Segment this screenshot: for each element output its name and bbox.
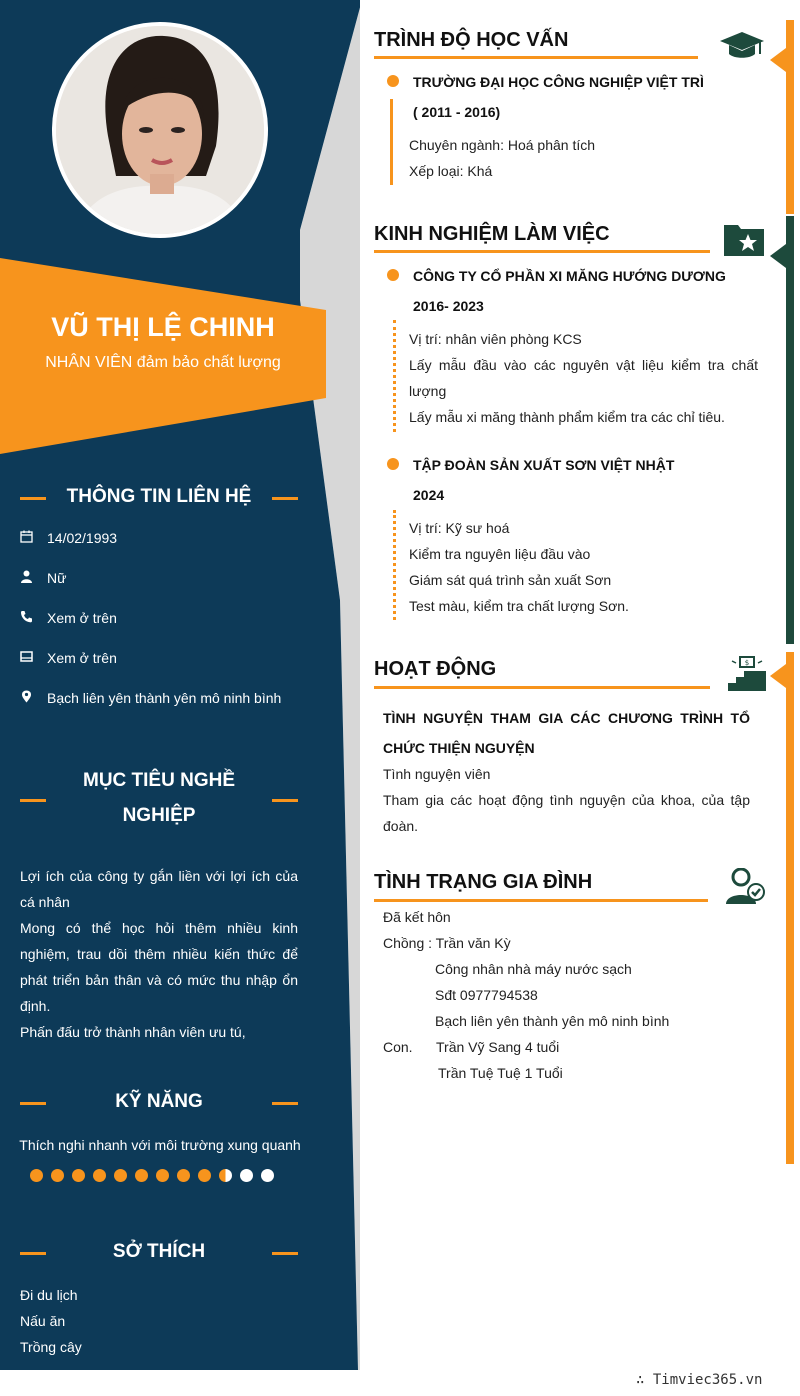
education-period: ( 2011 - 2016) [413,104,501,120]
objective-heading: MỤC TIÊU NGHỀ NGHIỆP [20,763,298,833]
timeline-dots [393,320,396,432]
skill-name: Thích nghi nhanh với môi trường xung quanh [19,1137,301,1153]
job-title: NHÂN VIÊN đảm bảo chất lượng [45,354,281,371]
contact-gender: Nữ [20,570,320,586]
job-period: 2016- 2023 [413,298,484,314]
contact-email: Xem ở trên [20,650,320,666]
heading-underline [374,250,710,253]
skill-rating [30,1169,274,1182]
candidate-name: VŨ THỊ LỆ CHINH [51,312,275,342]
contact-heading: THÔNG TIN LIÊN HỆ [20,479,298,514]
avatar-photo [56,26,264,234]
skill-dot [198,1169,211,1182]
education-heading: TRÌNH ĐỘ HỌC VẤN [374,29,569,51]
skill-dot [72,1169,85,1182]
hobby-item: Đi du lịch [20,1287,78,1303]
heading-underline [374,56,698,59]
experience-heading: KINH NGHIỆM LÀM VIỆC [374,223,610,245]
skill-dot [240,1169,253,1182]
child-item: Trần Vỹ Sang 4 tuổi [436,1039,560,1055]
accent-bar [786,652,794,1164]
activities-heading: HOẠT ĐỘNG [374,658,497,680]
child-item: Trần Tuệ Tuệ 1 Tuổi [438,1065,563,1081]
podium-icon [728,655,766,696]
skill-dot [219,1169,232,1182]
marital-status: Đã kết hôn [383,909,451,925]
job-details: Vị trí: Kỹ sư hoá Kiểm tra nguyên liệu đầu vào Giám sát quá trình sản xuất Sơn Test màu, kiểm tra chất lượng Sơn. [409,520,629,614]
contact-phone: Xem ở trên [20,610,320,626]
objective-text: Lợi ích của công ty gắn liền với lợi ích của cá nhân Mong có thể học hỏi thêm nhiều kinh nghiệm, trau dồi thêm nhiều kiến thức để phát triển bản thân và có mức thu nhập ổn định. Phấn đấu trở thành nhân viên ưu tú, [20,868,298,1040]
location-icon [20,690,47,706]
skill-dot [261,1169,274,1182]
contact-birthday: 14/02/1993 [20,530,320,546]
job-details: Vị trí: nhân viên phòng KCS Lấy mẫu đầu vào các nguyên vật liệu kiểm tra chất lượng Lấy mẫu xi măng thành phẩm kiểm tra các chỉ tiêu. [409,331,758,425]
husband-details: Công nhân nhà máy nước sạch Sđt 0977794538 Bạch liên yên thành yên mô ninh bình [435,961,670,1029]
svg-text:$: $ [744,659,750,667]
folder-star-icon [724,222,764,261]
skill-dot [93,1169,106,1182]
calendar-icon [20,530,47,546]
phone-icon [20,610,47,626]
hobbies-list [20,1282,298,1360]
hobby-item: Nấu ăn [20,1313,66,1329]
skill-dot [114,1169,127,1182]
avatar [52,22,268,238]
family-heading: TÌNH TRẠNG GIA ĐÌNH [374,871,593,893]
accent-bar [786,216,794,644]
heading-underline [374,686,710,689]
user-icon [20,570,47,586]
job-period: 2024 [413,487,445,503]
timeline-bullet [387,269,399,281]
activity-details: Tình nguyện viên Tham gia các hoạt động tình nguyện của khoa, của tập đoàn. [383,766,750,834]
husband-name: Chồng : Trần văn Kỳ [383,935,511,951]
footer-brand: ∴ Timviec365.vn [636,1372,763,1388]
hobbies-heading: SỞ THÍCH [20,1234,298,1269]
hobby-item: Trồng cây [20,1339,82,1355]
user-check-icon [726,868,766,909]
timeline-dots [393,510,396,620]
skills-heading: KỸ NĂNG [20,1084,298,1119]
skill-dot [156,1169,169,1182]
activity-title: TÌNH NGUYỆN THAM GIA CÁC CHƯƠNG TRÌNH TỔ CHỨC THIỆN NGUYỆN [383,710,750,756]
heading-underline [374,899,708,902]
skill-dot [135,1169,148,1182]
skill-dot [177,1169,190,1182]
skill-dot [51,1169,64,1182]
accent-arrow [770,48,786,72]
skill-dot [30,1169,43,1182]
contact-address: Bạch liên yên thành yên mô ninh bình [20,690,320,706]
company-name: TẬP ĐOÀN SẢN XUẤT SƠN VIỆT NHẬT [413,457,675,473]
timeline-bullet [387,458,399,470]
timeline-bullet [387,75,399,87]
accent-arrow [770,244,786,268]
brand-icon: ∴ [636,1372,653,1388]
email-icon [20,650,47,666]
company-name: CÔNG TY CỔ PHẦN XI MĂNG HƯỚNG DƯƠNG [413,268,726,284]
school-name: TRƯỜNG ĐẠI HỌC CÔNG NGHIỆP VIỆT TRÌ [413,74,704,90]
timeline-line [390,99,393,185]
accent-arrow [770,664,786,688]
education-details: Chuyên ngành: Hoá phân tích Xếp loại: Khá [409,137,596,179]
accent-bar [786,20,794,214]
children-label: Con. [383,1039,413,1055]
graduation-cap-icon [720,32,764,67]
